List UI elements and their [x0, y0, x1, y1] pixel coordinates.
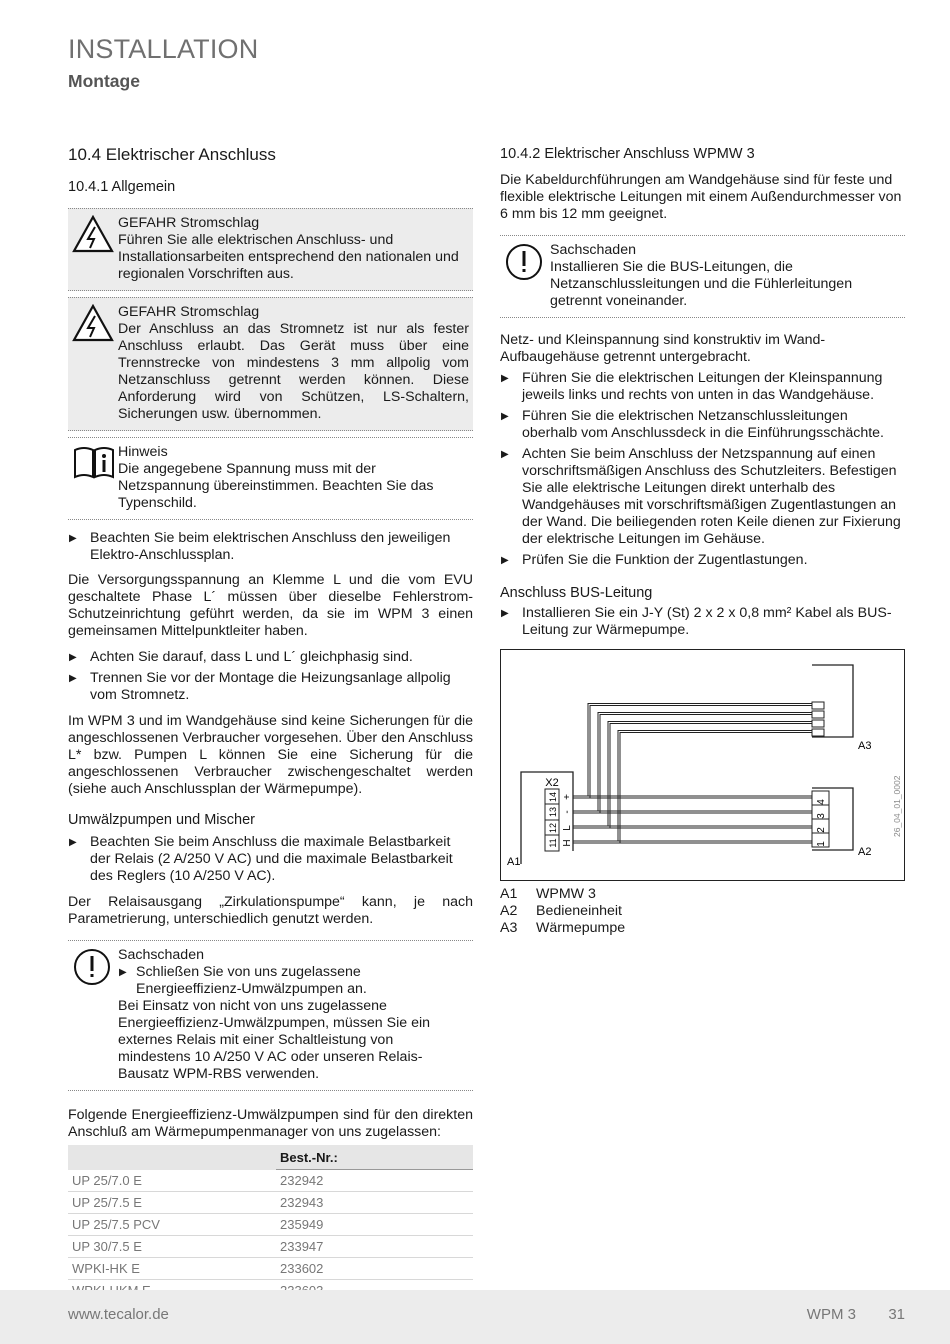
property-damage-notice: [500, 235, 905, 318]
section-title: 10.4 Elektrischer Anschluss: [68, 145, 276, 164]
table-cell: UP 25/7.0 E: [68, 1170, 276, 1192]
bullet-item: ▶ Führen Sie die elektrischen Leitungen der Kleinspannung jeweils links und rechts von unten in das Wandgehäuse.: [500, 370, 905, 404]
paragraph: Der Relaisausgang „Zirkulationspumpe“ kann, je nach Parametrierung, unterschiedlich genutzt werden.: [68, 894, 473, 927]
paragraph: Folgende Energieeffizienz-Umwälzpumpen sind für den direkten Anschluß am Wärmepumpenmanager von uns zugelassen:: [68, 1107, 473, 1140]
danger-title-2: GEFAHR Stromschlag: [118, 304, 260, 320]
electric-hazard-icon: [72, 304, 114, 342]
hint-text: Die angegebene Spannung muss mit der Netzspannung übereinstimmen. Beachten Sie das Typenschild.: [118, 461, 434, 511]
signal-x2: +: [562, 794, 573, 800]
terminal-a2: 4: [816, 799, 827, 805]
page-number: 31: [888, 1306, 905, 1323]
right-column: [500, 146, 905, 937]
table-row: [68, 1236, 473, 1258]
legend-item: A2 Bedieneinheit: [500, 903, 622, 919]
danger-title-1: GEFAHR Stromschlag: [118, 215, 260, 231]
legend-item: A3 Wärmepumpe: [500, 920, 626, 936]
damage-text: Installieren Sie die BUS-Leitungen, die Netzanschlussleitungen und die Fühlerleitungen getrennt voneinander.: [550, 259, 853, 309]
damage-bullet: ▶ Schließen Sie von uns zugelassene Energieeffizienz-Umwälzpumpen an.: [118, 964, 469, 998]
damage-title: Sachschaden: [118, 947, 204, 963]
table-row: [68, 1258, 473, 1280]
signal-x2: L: [562, 825, 573, 831]
bus-wiring-diagram: [500, 649, 905, 882]
table-row: [68, 1192, 473, 1214]
terminal-x2: 14: [548, 791, 558, 803]
label-a1: A1: [507, 856, 521, 868]
bullet-item: ▶ Beachten Sie beim Anschluss die maximale Belastbarkeit der Relais (2 A/250 V AC) und die maximale Belastbarkeit des Reglers (10 A/250 V AC).: [68, 834, 473, 885]
danger-notice-1: [68, 208, 473, 291]
diagram-legend: [500, 886, 905, 937]
terminal-x2: 13: [548, 806, 558, 818]
label-a3: A3: [858, 740, 872, 752]
footer-product: WPM 3: [806, 1306, 856, 1323]
table-header-cell: Best.-Nr.:: [276, 1145, 473, 1170]
exclamation-icon: [72, 947, 112, 987]
subheading: Anschluss BUS-Leitung: [500, 585, 653, 601]
danger-text-1: Führen Sie alle elektrischen Anschluss- und Installationsarbeiten entsprechend den nationalen und regionalen Vorschriften aus.: [118, 232, 459, 282]
footer-url[interactable]: www.tecalor.de: [68, 1306, 169, 1323]
subsection-title: 10.4.1 Allgemein: [68, 179, 176, 195]
bullet-item: ▶ Achten Sie beim Anschluss der Netzspannung auf einen vorschriftsmäßigen Anschluss des Schutzleiters. Befestigen Sie alle elektrische Leitungen direkt unterhalb des Wandgehäuses mit vorschriftsmäßigen Zugentlastungen an der Wand. Die beiliegenden roten Keile dienen zur Fixierung der elektrische Leitungen im Gehäuse.: [500, 446, 905, 548]
paragraph: Die Kabeldurchführungen am Wandgehäuse sind für feste und flexible elektrische Leitungen mit einem Außendurchmesser von 6 mm bis 12 mm geeignet.: [500, 172, 902, 222]
bullet-item: ▶ Achten Sie darauf, dass L und L´ gleichphasig sind.: [68, 649, 473, 666]
danger-notice-2: [68, 297, 473, 431]
terminal-x2: 11: [548, 838, 558, 848]
bullet-item: ▶ Trennen Sie vor der Montage die Heizungsanlage allpolig vom Stromnetz.: [68, 670, 473, 704]
table-header-row: [68, 1145, 473, 1170]
table-row: [68, 1170, 473, 1192]
footer-page-info: [807, 1306, 905, 1323]
header-title: INSTALLATION: [68, 34, 259, 64]
table-cell: 232943: [276, 1192, 473, 1214]
terminal-x2: 12: [548, 822, 558, 834]
table-cell: UP 30/7.5 E: [68, 1236, 276, 1258]
table-cell: UP 25/7.5 PCV: [68, 1214, 276, 1236]
bullet-item: ▶ Installieren Sie ein J-Y (St) 2 x 2 x 0,8 mm² Kabel als BUS-Leitung zur Wärmepumpe.: [500, 605, 905, 639]
pump-table: [68, 1145, 473, 1302]
bullet-item: ▶ Führen Sie die elektrischen Netzanschlussleitungen oberhalb vom Anschlussdeck in die Einführungsschächte.: [500, 408, 905, 442]
subsection-title: 10.4.2 Elektrischer Anschluss WPMW 3: [500, 146, 755, 162]
bullet-item: ▶ Beachten Sie beim elektrischen Anschluss den jeweiligen Elektro-Anschlussplan.: [68, 530, 473, 564]
paragraph: Die Versorgungsspannung an Klemme L und die vom EVU geschaltete Phase L´ müssen über dieselbe Fehlerstrom-Schutzeinrichtung geführt werden, da sie im WPM 3 einen gemeinsamen Mittelpunktleiter haben.: [68, 572, 473, 639]
manual-book-icon: [72, 444, 116, 480]
table-cell: 233602: [276, 1258, 473, 1280]
legend-item: A1 WPMW 3: [500, 886, 596, 902]
table-cell: 233947: [276, 1236, 473, 1258]
table-row: [68, 1214, 473, 1236]
hint-title: Hinweis: [118, 444, 168, 460]
property-damage-notice: [68, 940, 473, 1091]
left-column: [68, 140, 473, 1302]
damage-title: Sachschaden: [550, 242, 636, 258]
paragraph: Im WPM 3 und im Wandgehäuse sind keine Sicherungen für die angeschlossenen Verbraucher vorgesehen. Über den Anschluss L* bzw. Pumpen L können Sie eine Sicherung für die angeschlossenen Verbraucher zwischengeschaltet werden (siehe auch Anschlussplan der Wärmepumpe).: [68, 713, 473, 797]
table-cell: UP 25/7.5 E: [68, 1192, 276, 1214]
subheading: Umwälzpumpen und Mischer: [68, 812, 255, 828]
signal-x2: H: [562, 839, 573, 847]
electric-hazard-icon: [72, 215, 114, 253]
table-cell: 235949: [276, 1214, 473, 1236]
drawing-code: 26_04_01_0002: [892, 775, 902, 837]
paragraph: Netz- und Kleinspannung sind konstruktiv im Wand-Aufbaugehäuse getrennt untergebracht.: [500, 332, 826, 365]
header-subtitle: Montage: [68, 71, 140, 91]
terminal-a2: 2: [816, 827, 827, 833]
terminal-a2: 1: [816, 841, 827, 847]
terminal-a2: 3: [816, 813, 827, 819]
damage-text: Bei Einsatz von nicht von uns zugelassene Energieeffizienz-Umwälzpumpen, müssen Sie ein externes Relais mit einer Schaltleistung von mindestens 10 A/250 V AC oder unseren Relais-Bausatz WPM-RBS verwenden.: [118, 998, 431, 1082]
label-x2: X2: [545, 777, 559, 789]
bullet-item: ▶ Prüfen Sie die Funktion der Zugentlastungen.: [500, 552, 905, 569]
exclamation-icon: [504, 242, 544, 282]
table-header-cell: [68, 1145, 276, 1170]
signal-x2: -: [562, 810, 573, 814]
table-cell: 232942: [276, 1170, 473, 1192]
hint-notice: [68, 437, 473, 520]
label-a2: A2: [858, 846, 872, 858]
danger-text-2: Der Anschluss an das Stromnetz ist nur als fester Anschluss erlaubt. Das Gerät muss über eine Trennstrecke von mindestens 3 mm allpolig vom Netzanschluss getrennt werden können. Diese Anforderung wird von Schützen, LS-Schaltern, Sicherungen usw. übernommen.: [118, 321, 469, 422]
table-cell: WPKI-HK E: [68, 1258, 276, 1280]
